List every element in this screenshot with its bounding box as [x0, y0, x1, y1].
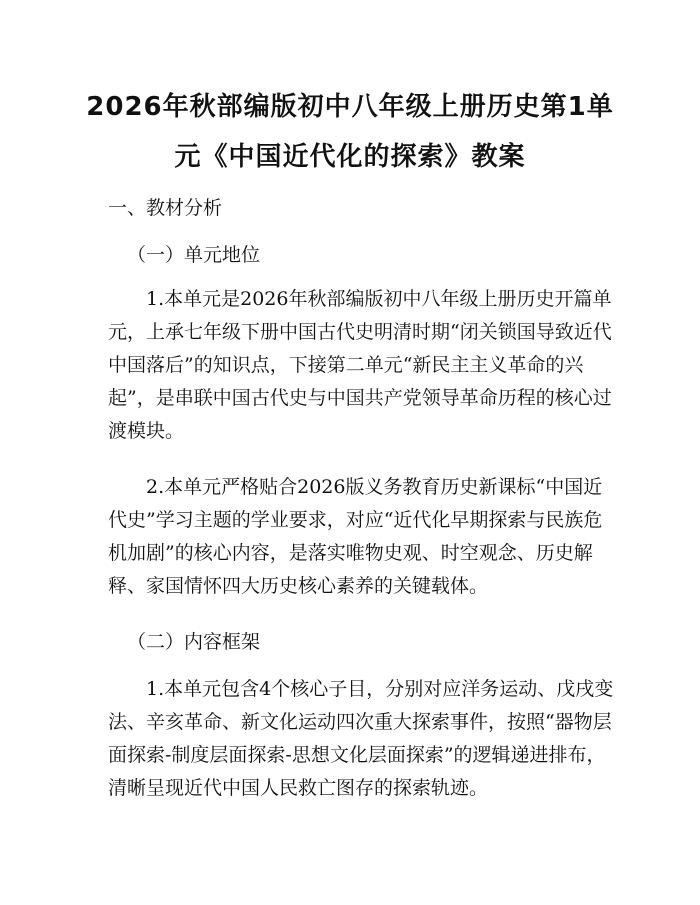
subheading-unit-position — [108, 240, 260, 267]
paragraph-line: 起”，是串联中国古代史与中国共产党领导革命历程的核心过 — [108, 387, 612, 409]
paragraph-line: 代史”学习主题的学业要求，对应“近代化早期探索与民族危 — [108, 509, 603, 531]
paragraph-line: 释、家国情怀四大历史核心素养的关键载体。 — [108, 575, 489, 597]
paragraph-line: 机加剧”的核心内容，是落实唯物史观、时空观念、历史解 — [108, 542, 593, 564]
paragraph-line: 清晰呈现近代中国人民救亡图存的探索轨迹。 — [108, 777, 489, 799]
paragraph-line: 面探索-制度层面探索-思想文化层面探索”的逻辑递进排布， — [108, 744, 606, 766]
paragraph-line: 1.本单元包含4个核心子目，分别对应洋务运动、戊戌变 — [108, 678, 614, 700]
paragraph-line: 法、辛亥革命、新文化运动四次重大探索事件，按照“器物层 — [108, 711, 612, 733]
paragraph-line: 渡模块。 — [108, 420, 185, 442]
paragraph-line: 2.本单元严格贴合2026版义务教育历史新课标“中国近 — [108, 476, 603, 498]
paragraph-line: 元，上承七年级下册中国古代史明清时期“闭关锁国导致近代 — [108, 321, 612, 343]
paragraph-content-framework-1 — [108, 673, 614, 805]
paragraph-unit-position-2 — [108, 471, 603, 603]
document-title-line-2: 元《中国近代化的探索》教案 — [174, 142, 526, 172]
subheading-content-framework — [108, 627, 260, 654]
subheading-text: （二）内容框架 — [127, 631, 261, 653]
section-heading-textbook-analysis — [108, 193, 222, 220]
section-heading-text: 一、教材分析 — [108, 197, 223, 219]
paragraph-line: 中国落后”的知识点，下接第二单元“新民主主义革命的兴 — [108, 354, 584, 376]
paragraph-line: 1.本单元是2026年秋部编版初中八年级上册历史开篇单 — [108, 288, 612, 310]
paragraph-unit-position-1 — [108, 283, 612, 448]
subheading-text: （一）单元地位 — [127, 244, 261, 266]
document-title-line-1: 2026年秋部编版初中八年级上册历史第1单 — [86, 92, 614, 122]
